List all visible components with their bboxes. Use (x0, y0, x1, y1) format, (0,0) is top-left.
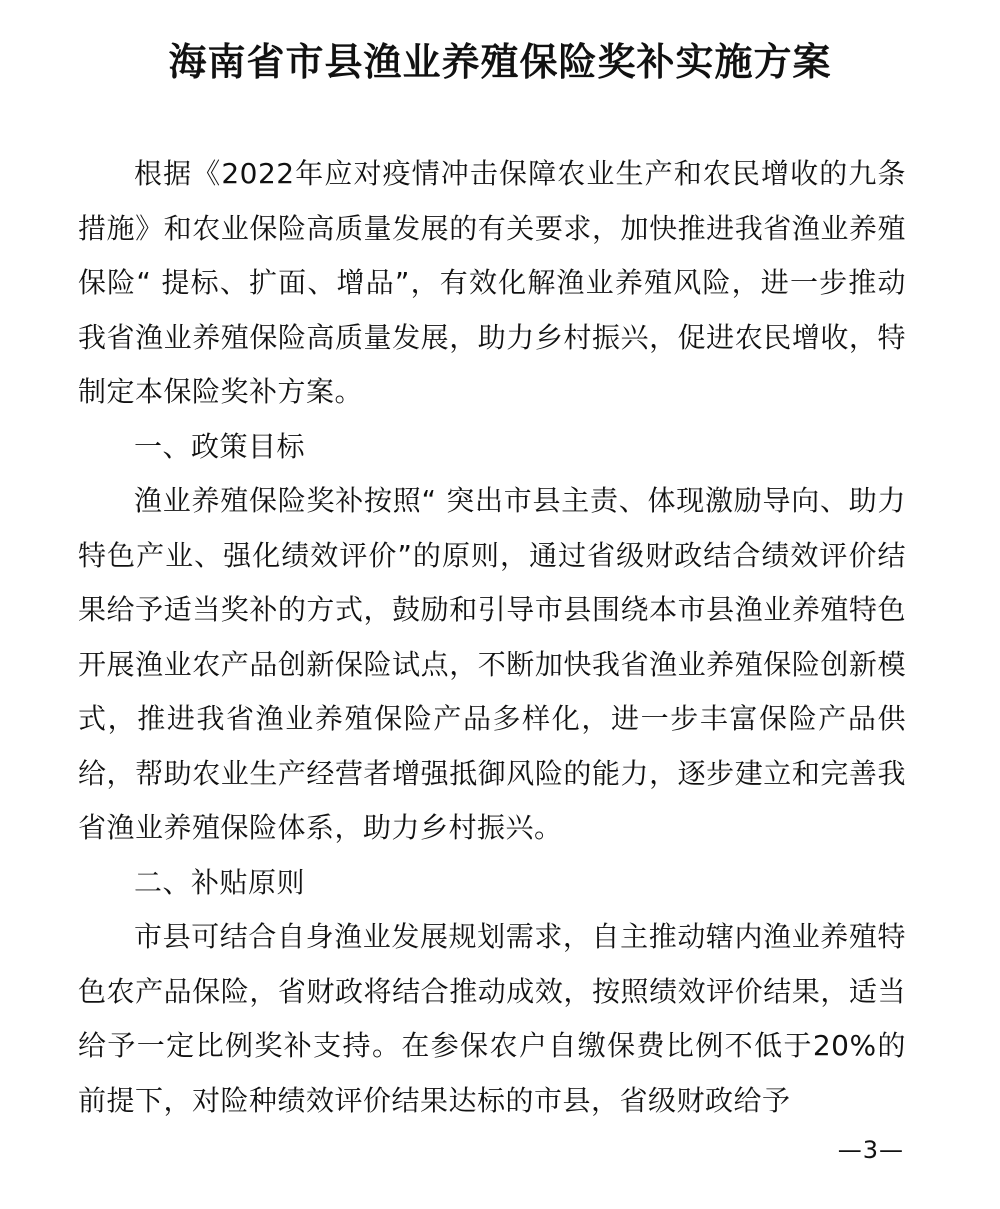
section-paragraph-policy-goals: 渔业养殖保险奖补按照“ 突出市县主责、体现激励导向、助力特色产业、强化绩效评价”的原则，通过省级财政结合绩效评价结果给予适当奖补的方式，鼓励和引导市县围绕本市县渔业养殖特色开展渔业农产品创新保险试点，不断加快我省渔业养殖保险创新模式，推进我省渔业养殖保险产品多样化，进一步丰富保险产品供给，帮助农业生产经营者增强抵御风险的能力，逐步建立和完善我省渔业养殖保险体系，助力乡村振兴。 (78, 484, 906, 844)
section-heading-policy-goals: 一、政策目标 (134, 429, 306, 463)
page-number: —3— (837, 1136, 904, 1164)
section-heading-subsidy-principles: 二、补贴原则 (134, 865, 306, 899)
document-title: 海南省市县渔业养殖保险奖补实施方案 (168, 40, 832, 84)
intro-paragraph: 根据《2022年应对疫情冲击保障农业生产和农民增收的九条措施》和农业保险高质量发展的有关要求，加快推进我省渔业养殖保险“ 提标、扩面、增品”，有效化解渔业养殖风险，进一步推动我省渔业养殖保险高质量发展，助力乡村振兴，促进农民增收，特制定本保险奖补方案。 (78, 157, 906, 408)
document-body (78, 147, 906, 1128)
section-paragraph-subsidy-principles: 市县可结合自身渔业发展规划需求，自主推动辖内渔业养殖特色农产品保险，省财政将结合推动成效，按照绩效评价结果，适当给予一定比例奖补支持。在参保农户自缴保费比例不低于20%的前提下，对险种绩效评价结果达标的市县，省级财政给予 (78, 920, 906, 1117)
